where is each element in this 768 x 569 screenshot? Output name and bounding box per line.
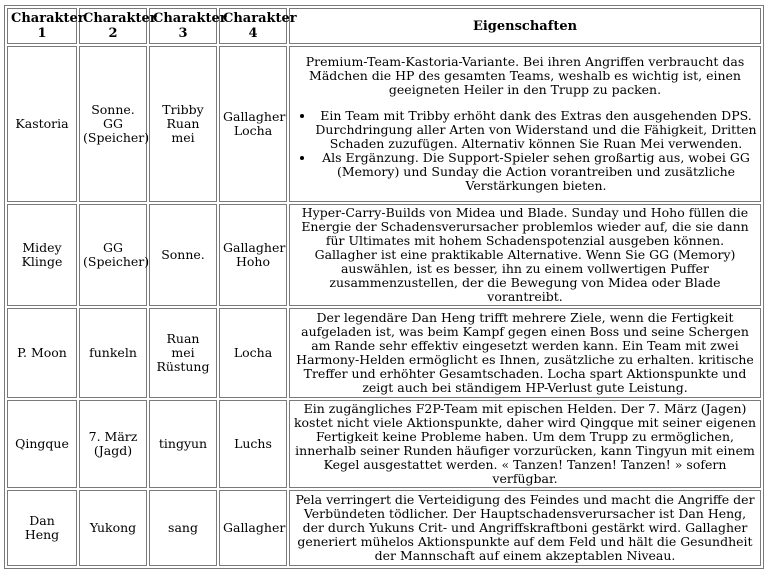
- cell-character-3: Sonne.: [149, 204, 217, 306]
- cell-character-2: Yukong: [79, 490, 147, 566]
- table-row: [7, 400, 761, 488]
- cell-properties: [289, 308, 761, 398]
- table-row: [7, 308, 761, 398]
- cell-character-4: Locha: [219, 308, 287, 398]
- table-row: [7, 46, 761, 202]
- team-table: [4, 5, 764, 569]
- cell-character-4: Gallagher Locha: [219, 46, 287, 202]
- cell-character-3: Tribby Ruan mei: [149, 46, 217, 202]
- table-row: [7, 204, 761, 306]
- properties-text: Ein zugängliches F2P-Team mit epischen Helden. Der 7. März (Jagen) kostet nicht viele Aktionspunkte, daher wird Qingque mit seiner eigenen Fertigkeit keine Probleme haben. Um dem Trupp zu ermöglichen, innerhalb seiner Runden häufiger vorzurücken, kann Tingyun mit einem Kegel ausgestattet werden. « Tanzen! Tanzen! Tanzen! » sofern verfügbar.: [293, 401, 757, 486]
- cell-character-4: Gallagher Hoho: [219, 204, 287, 306]
- cell-properties: [289, 204, 761, 306]
- cell-character-3: sang: [149, 490, 217, 566]
- cell-character-1: Dan Heng: [7, 490, 77, 566]
- cell-character-2: GG (Speicher): [79, 204, 147, 306]
- cell-character-4: Luchs: [219, 400, 287, 488]
- properties-list: [293, 109, 757, 193]
- cell-properties: [289, 490, 761, 566]
- header-character-1: Charakter 1: [7, 8, 77, 44]
- table-wrapper: [4, 5, 764, 569]
- cell-character-1: Midey Klinge: [7, 204, 77, 306]
- properties-text: Pela verringert die Verteidigung des Feindes und macht die Angriffe der Verbündeten tödlicher. Der Hauptschadensverursacher ist Dan Heng, der durch Yukuns Crit- und Angriffskraftboni gestärkt wird. Gallagher generiert mühelos Aktionspunkte auf dem Feld und hält die Gesundheit der Mannschaft auf einem akzeptablen Niveau.: [295, 492, 755, 563]
- properties-text: Der legendäre Dan Heng trifft mehrere Ziele, wenn die Fertigkeit aufgeladen ist, was beim Kampf gegen einen Boss und seine Schergen am Rande sehr effektiv eingesetzt werden kann. Ein Team mit zwei Harmony-Helden ermöglicht es Ihnen, zusätzliche zu erhalten. kritische Treffer und erhöhter Gesamtschaden. Locha spart Aktionspunkte und zeigt auch bei ständigem HP-Verlust gute Leistung.: [296, 310, 754, 395]
- cell-character-3: tingyun: [149, 400, 217, 488]
- cell-character-1: P. Moon: [7, 308, 77, 398]
- cell-character-2: funkeln: [79, 308, 147, 398]
- list-item: • Ein Team mit Tribby erhöht dank des Extras den ausgehenden DPS. Durchdringung aller Arten von Widerstand und die Fähigkeit, Dritten Schaden zuzufügen. Alternativ können Sie Ruan Mei verwenden.: [315, 109, 757, 151]
- cell-character-1: Kastoria: [7, 46, 77, 202]
- cell-character-1: Qingque: [7, 400, 77, 488]
- cell-character-2: 7. März (Jagd): [79, 400, 147, 488]
- properties-text: Hyper-Carry-Builds von Midea und Blade. Sunday und Hoho füllen die Energie der Schadensverursacher problemlos wieder auf, die sie dann für Ultimates mit hohem Schadenspotenzial ausgeben können. Gallagher ist eine praktikable Alternative. Wenn Sie GG (Memory) auswählen, ist es besser, ihn zu einem vollwertigen Puffer zusammenzustellen, der die Bewegung von Midea oder Blade vorantreibt.: [301, 205, 749, 304]
- header-character-2: Charakter 2: [79, 8, 147, 44]
- properties-text: Premium-Team-Kastoria-Variante. Bei ihren Angriffen verbraucht das Mädchen die HP des gesamten Teams, weshalb es wichtig ist, einen geeigneten Heiler in den Trupp zu packen.: [305, 53, 745, 97]
- header-row: [7, 8, 761, 44]
- cell-character-2: Sonne. GG (Speicher): [79, 46, 147, 202]
- cell-character-4: Gallagher: [219, 490, 287, 566]
- header-character-3: Charakter 3: [149, 8, 217, 44]
- cell-properties: [289, 400, 761, 488]
- list-item: • Als Ergänzung. Die Support-Spieler sehen großartig aus, wobei GG (Memory) und Sunday die Action vorantreiben und zusätzliche Verstärkungen bieten.: [315, 151, 757, 193]
- cell-properties: [289, 46, 761, 202]
- cell-character-3: Ruan mei Rüstung: [149, 308, 217, 398]
- header-character-4: Charakter 4: [219, 8, 287, 44]
- header-properties: Eigenschaften: [289, 8, 761, 44]
- table-row: [7, 490, 761, 566]
